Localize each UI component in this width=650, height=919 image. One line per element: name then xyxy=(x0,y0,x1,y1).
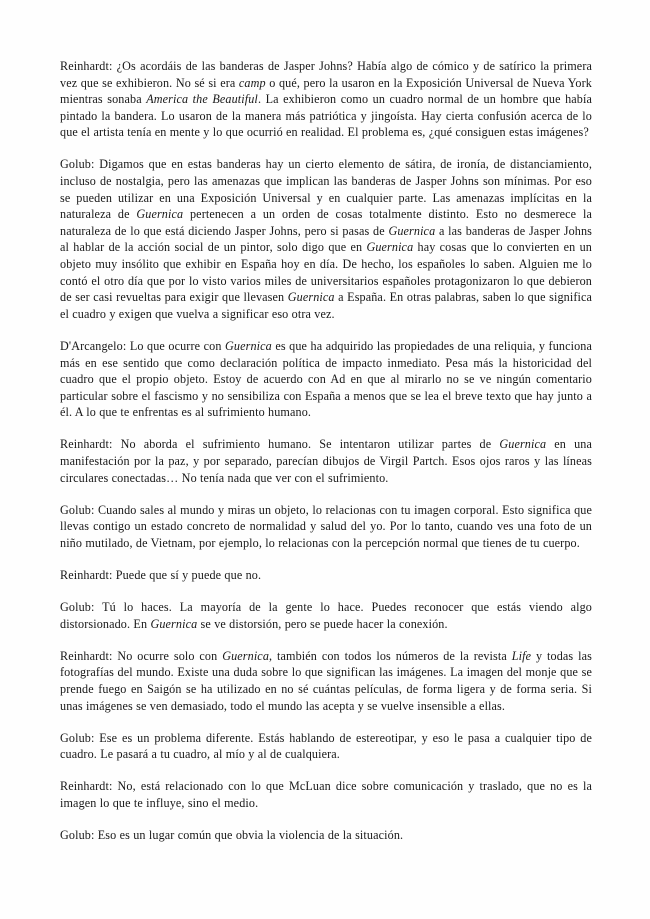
italic-title: Guernica xyxy=(150,616,198,631)
transcript-paragraph: Golub: Cuando sales al mundo y miras un objeto, lo relacionas con tu imagen corporal. Esto significa que llevas contigo un estado concreto de normalidad y salud del yo. Por lo tanto, cuando ves una foto de un niño mutilado, de Vietnam, por ejemplo, lo relacionas con la percepción normal que tienes de tu cuerpo. xyxy=(60,502,592,550)
transcript-body xyxy=(60,58,592,844)
italic-title: Guernica xyxy=(225,338,272,353)
italic-title: Guernica xyxy=(499,437,547,452)
transcript-paragraph: Golub: Eso es un lugar común que obvia la violencia de la situación. xyxy=(60,827,404,842)
transcript-paragraph: Golub: Digamos que en estas banderas hay un cierto elemento de sátira, de ironía, de distanciamiento, incluso de nostalgia, pero las amenazas que implican las banderas de Jasper Johns son mínimas. Por eso se pueden utilizar en una Exposición Universal y en cualquier parte. Las amenazas implícitas en la naturaleza de Guernica pertenecen a un orden de cosas totalmente distinto. Esto no desmerece la naturaleza de lo que está diciendo Jasper Johns, pero si pasas de Guernica a las banderas de Jasper Johns al hablar de la acción social de un pintor, solo digo que en Guernica hay cosas que lo convierten en un objeto muy insólito que exhibir en España hoy en día. De hecho, los españoles lo saben. Alguien me lo contó el otro día que por lo visto varios miles de universitarios españoles protagonizaron lo que debieron de ser casi revueltas para exigir que llevasen Guernica a España. En otras palabras, saben lo que significa el cuadro y exigen que vuelva a significar eso otra vez. xyxy=(60,157,592,321)
italic-title: camp xyxy=(238,75,266,90)
italic-title: Guernica xyxy=(388,223,436,238)
italic-title: Guernica xyxy=(366,240,414,255)
transcript-paragraph: Golub: Ese es un problema diferente. Estás hablando de estereotipar, y eso le pasa a cualquier tipo de cuadro. Le pasará a tu cuadro, al mío y al de cualquiera. xyxy=(60,730,592,762)
transcript-paragraph: Reinhardt: No ocurre solo con Guernica, también con todos los números de la revista Life y todas las fotografías del mundo. Existe una duda sobre lo que significan las imágenes. La imagen del monje que se prende fuego en Saigón se ha utilizado en no sé cuántas películas, de forma ligera y de forma seria. Si unas imágenes se ven demasiado, todo el mundo las acepta y se vuelve insensible a ellas. xyxy=(60,648,592,713)
transcript-paragraph: D'Arcangelo: Lo que ocurre con Guernica es que ha adquirido las propiedades de una reliquia, y funciona más en ese sentido que como declaración política de impacto inmediato. Pesa más la historicidad del cuadro que el propio objeto. Estoy de acuerdo con Ad en que al mirarlo no se ve ningún comentario particular sobre el fascismo y no sensibiliza con España a menos que se lea el breve texto que hay junto a él. A lo que te enfrentas es al sufrimiento humano. xyxy=(60,338,592,420)
italic-title: America the Beautiful xyxy=(146,92,258,107)
italic-title: Life xyxy=(511,648,532,663)
transcript-paragraph: Reinhardt: ¿Os acordáis de las banderas de Jasper Johns? Había algo de cómico y de satírico la primera vez que se exhibieron. No sé si era camp o qué, pero la usaron en la Exposición Universal de Nueva York mientras sonaba America the Beautiful. La exhibieron como un cuadro normal de un hombre que había pintado la bandera. Lo usaron de la manera más patriótica y jingoísta. Hay cierta confusión acerca de lo que el artista tenía en mente y lo que ocurrió en realidad. El problema es, ¿qué consiguen estas imágenes? xyxy=(60,59,592,140)
italic-title: Guernica xyxy=(136,207,184,222)
transcript-paragraph: Reinhardt: No, está relacionado con lo que McLuan dice sobre comunicación y traslado, que no es la imagen lo que te influye, sino el medio. xyxy=(60,779,592,810)
transcript-paragraph: Reinhardt: Puede que sí y puede que no. xyxy=(60,567,262,582)
transcript-paragraph: Golub: Tú lo haces. La mayoría de la gente lo hace. Puedes reconocer que estás viendo algo distorsionado. En Guernica se ve distorsión, pero se puede hacer la conexión. xyxy=(60,600,592,631)
transcript-paragraph: Reinhardt: No aborda el sufrimiento humano. Se intentaron utilizar partes de Guernica en una manifestación por la paz, y por separado, parecían dibujos de Virgil Partch. Esos ojos raros y las líneas circulares conectadas… No tenía nada que ver con el sufrimiento. xyxy=(60,437,592,485)
italic-title: Guernica xyxy=(287,290,335,305)
italic-title: Guernica xyxy=(222,648,270,663)
